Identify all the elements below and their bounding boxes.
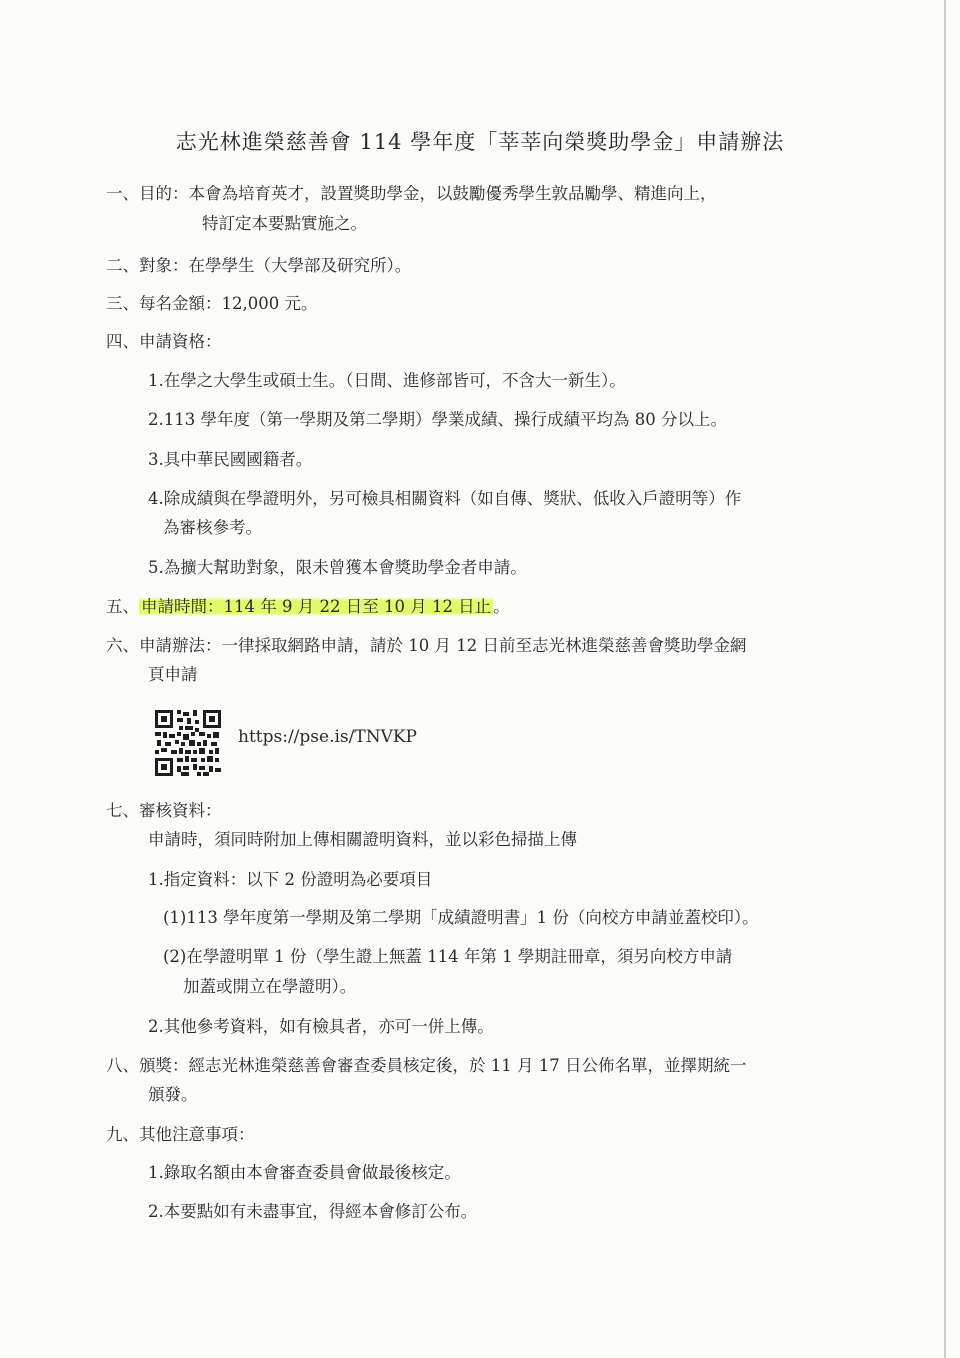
page-title: 志光林進榮慈善會 114 學年度「莘莘向榮獎助學金」申請辦法	[175, 130, 785, 154]
eligibility-item-1: 1.在學之大學生或碩士生。（日間、進修部皆可，不含大一新生）。	[148, 371, 626, 390]
qr-code-icon[interactable]	[155, 710, 221, 776]
review-sub-2: (2)在學證明單 1 份（學生證上無蓋 114 年第 1 學期註冊章，須另向校方申請	[163, 947, 733, 966]
section-2	[106, 255, 411, 277]
section-1	[106, 183, 717, 205]
section-2-text: 在學學生（大學部及研究所）。	[188, 256, 412, 275]
eligibility-item-2: 2.113 學年度（第一學期及第二學期）學業成績、操行成績平均為 80 分以上。	[148, 410, 727, 429]
section-8-text-2: 頒發。	[148, 1085, 198, 1104]
section-6-text-1: 一律採取網路申請，請於 10 月 12 日前至志光林進榮慈善會獎助學金網	[221, 636, 747, 655]
section-2-label: 二、對象：	[106, 256, 189, 275]
section-1-label: 一、目的：	[106, 184, 189, 203]
review-item-2: 2.其他參考資料，如有檢具者，亦可一併上傳。	[148, 1017, 494, 1036]
review-item-1: 1.指定資料：以下 2 份證明為必要項目	[148, 870, 433, 889]
notice-item-2: 2.本要點如有未盡事宜，得經本會修訂公布。	[148, 1202, 478, 1221]
section-6	[106, 635, 746, 657]
application-period-highlight: 申請時間：114 年 9 月 22 日至 10 月 12 日止	[141, 597, 492, 616]
section-6-text-2: 頁申請	[148, 665, 198, 684]
eligibility-item-4: 4.除成績與在學證明外，另可檢具相關資料（如自傳、獎狀、低收入戶證明等）作	[148, 489, 742, 508]
notice-item-1: 1.錄取名額由本會審查委員會做最後核定。	[148, 1163, 461, 1182]
section-5	[106, 596, 510, 618]
section-7-intro: 申請時，須同時附加上傳相關證明資料，並以彩色掃描上傳	[148, 830, 577, 849]
section-3-text: 12,000 元。	[221, 294, 318, 313]
section-5-prefix: 五、	[106, 597, 139, 616]
eligibility-item-5: 5.為擴大幫助對象，限未曾獲本會獎助學金者申請。	[148, 558, 527, 577]
section-8-text-1: 經志光林進榮慈善會審查委員核定後，於 11 月 17 日公佈名單，並擇期統一	[188, 1056, 747, 1075]
eligibility-item-4-cont: 為審核參考。	[163, 518, 262, 537]
section-1-text-2: 特訂定本要點實施之。	[202, 214, 367, 233]
section-6-label: 六、申請辦法：	[106, 636, 222, 655]
section-4-label: 四、申請資格：	[106, 332, 222, 351]
section-8	[106, 1055, 746, 1077]
section-1-text-1: 本會為培育英才，設置獎助學金，以鼓勵優秀學生敦品勵學、精進向上，	[188, 184, 717, 203]
section-7-label: 七、審核資料：	[106, 801, 222, 820]
section-5-suffix: 。	[493, 597, 510, 616]
eligibility-item-3: 3.具中華民國國籍者。	[148, 450, 313, 469]
scan-edge	[944, 0, 946, 1358]
review-sub-1: (1)113 學年度第一學期及第二學期「成績證明書」1 份（向校方申請並蓋校印）。	[163, 908, 759, 927]
review-sub-2-cont: 加蓋或開立在學證明）。	[183, 977, 357, 996]
section-3-label: 三、每名金額：	[106, 294, 222, 313]
section-3	[106, 293, 317, 315]
application-url-link[interactable]: https://pse.is/TNVKP	[238, 727, 417, 747]
section-8-label: 八、頒獎：	[106, 1056, 189, 1075]
section-9-label: 九、其他注意事項：	[106, 1125, 255, 1144]
